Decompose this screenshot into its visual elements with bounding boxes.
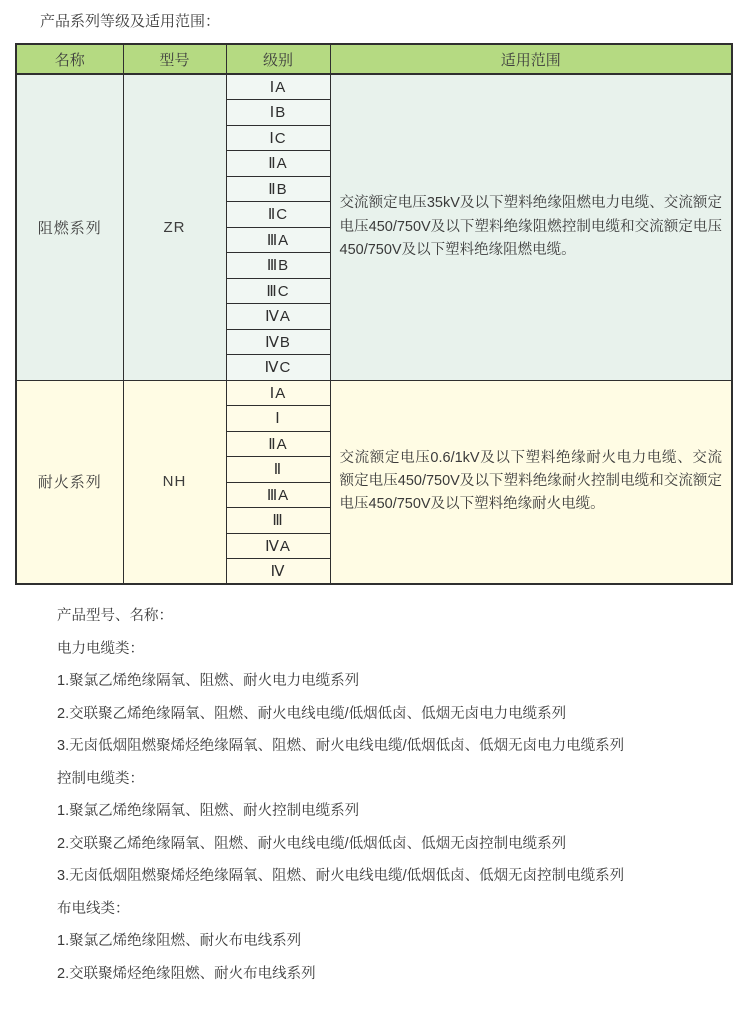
notes-item: 1.聚氯乙烯绝缘阻燃、耐火布电线系列 [57,933,302,949]
product-notes [57,609,738,981]
grade-cell: ⅢC [226,278,330,304]
notes-item: 3.无卤低烟阻燃聚烯烃绝缘隔氧、阻燃、耐火电线电缆/低烟低卤、低烟无卤电力电缆系列 [57,738,625,754]
notes-group-heading: 控制电缆类： [57,770,144,787]
grade-cell: ⅢB [226,253,330,279]
grade-cell: ⅠC [226,125,330,151]
grade-cell: ⅣA [226,533,330,559]
grade-cell: Ⅲ [226,508,330,534]
series-name-cell: 耐火系列 [16,380,123,584]
column-header-grade: 级别 [226,44,330,74]
grade-cell: ⅠA [226,74,330,100]
grade-cell: ⅢA [226,227,330,253]
notes-item: 2.交联聚烯烃绝缘阻燃、耐火布电线系列 [57,965,316,982]
grade-cell: ⅠB [226,100,330,126]
table-row [16,74,732,100]
grade-cell: ⅣB [226,329,330,355]
grade-cell: ⅣA [226,304,330,330]
notes-item: 2.交联聚乙烯绝缘隔氧、阻燃、耐火电线电缆/低烟低卤、低烟无卤控制电缆系列 [57,835,567,852]
table-row [16,380,732,406]
notes-group-heading: 电力电缆类： [57,640,144,657]
grade-cell: ⅡC [226,202,330,228]
grade-cell: Ⅰ [226,406,330,432]
product-series-table [15,43,733,585]
table-header-row [16,44,732,74]
column-header-name: 名称 [16,44,123,74]
series-name-cell: 阻燃系列 [16,74,123,380]
flame-retardant-section [16,74,732,380]
grade-cell: ⅡA [226,151,330,177]
column-header-scope: 适用范围 [330,44,732,74]
series-model-cell: NH [123,380,226,584]
series-scope-cell: 交流额定电压0.6/1kV及以下塑料绝缘耐火电力电缆、交流额定电压450/750V及以下塑料绝缘耐火控制电缆和交流额定电压450/750V及以下塑料绝缘耐火电缆。 [330,380,732,584]
column-header-model: 型号 [123,44,226,74]
notes-group-heading: 布电线类： [57,900,130,917]
fire-resistant-section [16,380,732,584]
grade-cell: ⅡA [226,431,330,457]
grade-cell: Ⅳ [226,559,330,585]
notes-item: 1.聚氯乙烯绝缘隔氧、阻燃、耐火电力电缆系列 [57,673,360,689]
grade-cell: Ⅱ [226,457,330,483]
notes-item: 3.无卤低烟阻燃聚烯烃绝缘隔氧、阻燃、耐火电线电缆/低烟低卤、低烟无卤控制电缆系列 [57,868,625,884]
notes-item: 2.交联聚乙烯绝缘隔氧、阻燃、耐火电线电缆/低烟低卤、低烟无卤电力电缆系列 [57,705,567,722]
grade-cell: ⅠA [226,380,330,406]
notes-item: 1.聚氯乙烯绝缘隔氧、阻燃、耐火控制电缆系列 [57,803,360,819]
series-scope-cell: 交流额定电压35kV及以下塑料绝缘阻燃电力电缆、交流额定电压450/750V及以下塑料绝缘阻燃控制电缆和交流额定电压450/750V及以下塑料绝缘阻燃电缆。 [330,74,732,380]
notes-title: 产品型号、名称： [57,608,173,624]
grade-cell: ⅢA [226,482,330,508]
series-model-cell: ZR [123,74,226,380]
grade-cell: ⅡB [226,176,330,202]
grade-cell: ⅣC [226,355,330,381]
page-title: 产品系列等级及适用范围： [40,13,221,30]
